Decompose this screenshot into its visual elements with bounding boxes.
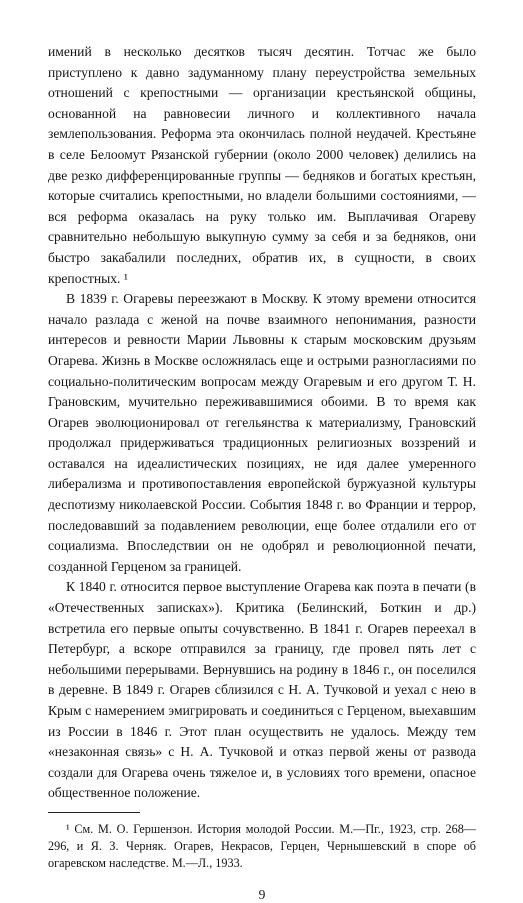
page-content [48,42,476,903]
paragraph-1: имений в несколько десятков тысяч десятин. Тотчас же было приступлено к давно задуманному плану переустройства земельных отношений с крепостными — организации крестьянской общины, основанной на равновесии личного и коллективного начала землепользования. Реформа эта окончилась полной неудачей. Крестьяне в селе Белоомут Рязанской губернии (около 2000 человек) делились на две резко дифференцированные группы — бедняков и богатых крестьян, которые считались крепостными, но владели большими состояниями, — вся реформа оказалась на руку только им. Выплачивая Огареву сравнительно небольшую выкупную сумму за себя и за бедняков, они быстро закабалили последних, обратив их, в сущности, в своих крепостных. ¹ [48,44,476,286]
paragraph-2: В 1839 г. Огаревы переезжают в Москву. К этому времени относится начало разлада с женой на почве взаимного непонимания, разности интересов и ревности Марии Львовны к старым московским друзьям Огарева. Жизнь в Москве осложнялась еще и острыми разногласиями по социально-политическим вопросам между Огаревым и его другом Т. Н. Грановским, мучительно переживавшимися обоими. В то время как Огарев эволюционировал от гегельянства к материализму, Грановский продолжал придерживаться традиционных религиозных воззрений и оставался на идеалистических позициях, не идя далее умеренного либерализма и противопоставления европейской буржуазной культуры деспотизму николаевской России. События 1848 г. во Франции и террор, последовавший за подавлением революции, еще более отдалили его от социализма. Впоследствии он не одобрял и революционной печати, созданной Герценом за границей. [48,291,476,574]
paragraph-3: К 1840 г. относится первое выступление Огарева как поэта в печати (в «Отечественных записках»). Критика (Белинский, Боткин и др.) встретила его первые опыты сочувственно. В 1841 г. Огарев переехал в Петербург, а вскоре отправился за границу, где провел пять лет с небольшими перерывами. Вернувшись на родину в 1846 г., он поселился в деревне. В 1849 г. Огарев сблизился с Н. А. Тучковой и уехал с нею в Крым с намерением эмигрировать и соединиться с Герценом, выехавшим из России в 1846 г. Этот план осуществить не удалось. Между тем «незаконная связь» с Н. А. Тучковой и отказ первой жены от развода создали для Огарева очень тяжелое и, в условиях того времени, опасное общественное положение. [48,579,476,801]
page-number: 9 [258,886,266,902]
footnote: ¹ См. М. О. Гершензон. История молодой России. М.—Пг., 1923, стр. 268—296, и Я. З. Черняк. Огарев, Некрасов, Герцен, Чернышевский в споре об огаревском наследстве. М.—Л., 1933. [48,821,476,871]
footnote-divider [48,812,140,813]
